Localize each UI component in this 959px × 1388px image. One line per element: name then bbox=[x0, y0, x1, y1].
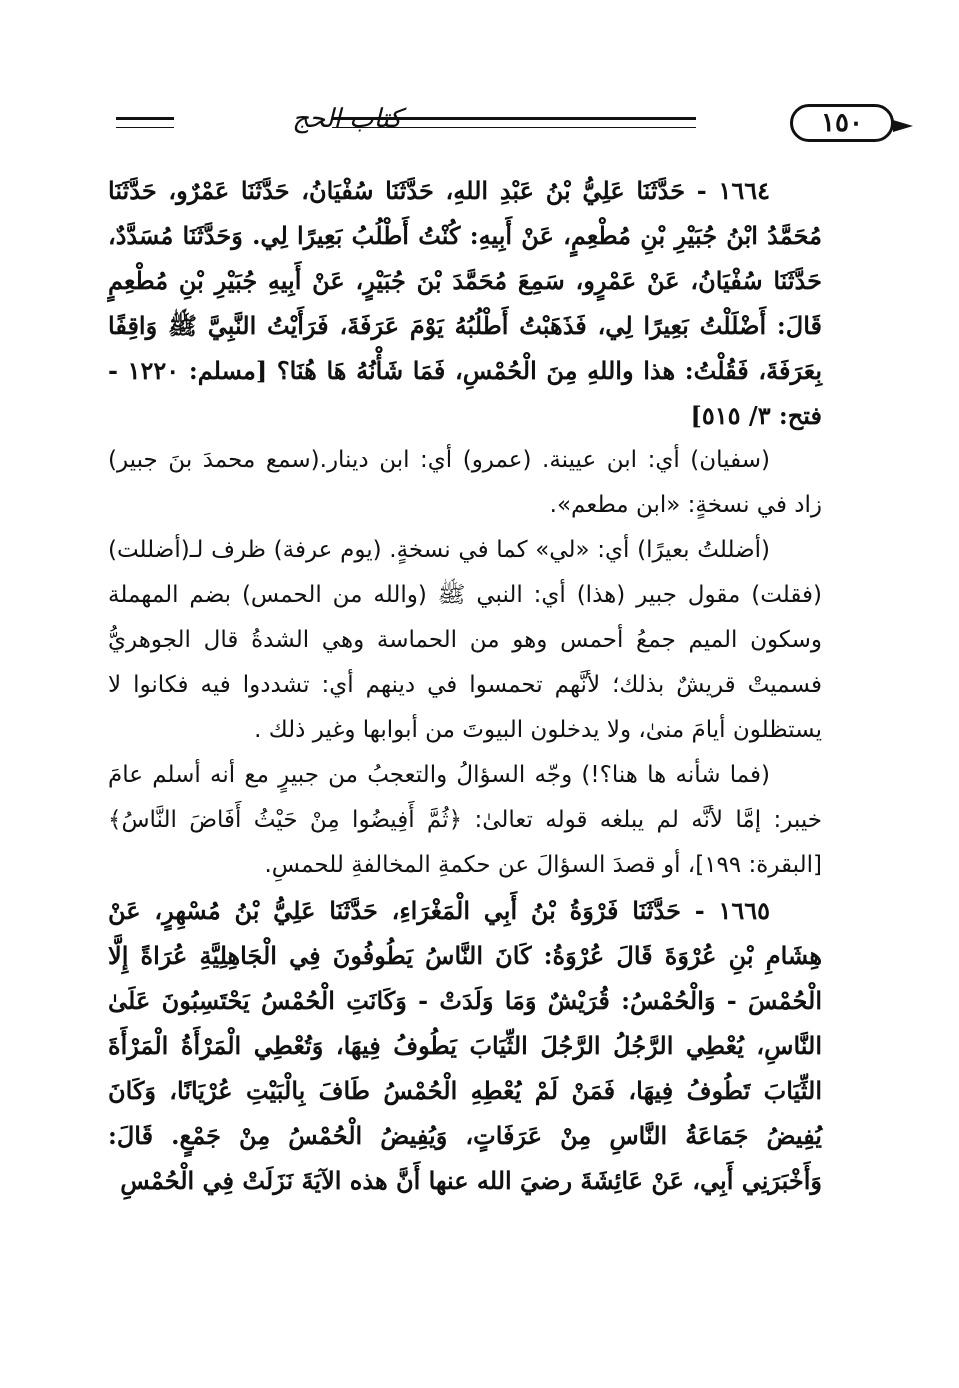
commentary-fama-shanuhu: (فما شأنه ها هنا؟!) وجّه السؤالُ والتعجبُ من جبيرٍ مع أنه أسلم عامَ خيبر: إمَّا لأنَّه لم يبلغه قوله تعالىٰ: ﴿ثُمَّ أَفِيضُوا مِنْ حَيْثُ أَفَاضَ النَّاسُ﴾ [البقرة: ١٩٩]، أو قصدَ السؤالَ عن حكمةِ المخالفةِ للحمسِ. bbox=[108, 762, 822, 878]
header-rule-left-top bbox=[116, 117, 174, 120]
running-title: كتاب الحج bbox=[276, 104, 418, 134]
hadith-1665: ١٦٦٥ - حَدَّثَنَا فَرْوَةُ بْنُ أَبِي الْمَغْرَاءِ، حَدَّثَنَا عَلِيُّ بْنُ مُسْهِرٍ، عَنْ هِشَامِ بْنِ عُرْوَةَ قَالَ عُرْوَةُ: كَانَ النَّاسُ يَطُوفُونَ فِي الْجَاهِلِيَّةِ عُرَاةً إِلَّا الْحُمْسَ - وَالْحُمْسُ: قُرَيْشٌ وَمَا وَلَدَتْ - وَكَانَتِ الْحُمْسُ يَحْتَسِبُونَ عَلَىٰ النَّاسِ، يُعْطِي الرَّجُلُ الرَّجُلَ الثِّيَابَ يَطُوفُ فِيهَا، وَتُعْطِي الْمَرْأَةُ الْمَرْأَةَ الثِّيَابَ تَطُوفُ فِيهَا، فَمَنْ لَمْ يُعْطِهِ الْحُمْسُ طَافَ بِالْبَيْتِ عُرْيَانًا، وَكَانَ يُفِيضُ جَمَاعَةُ النَّاسِ مِنْ عَرَفَاتٍ، وَيُفِيضُ الْحُمْسُ مِنْ جَمْعٍ. قَالَ: وَأَخْبَرَنِي أَبِي، عَنْ عَائِشَةَ رضيَ الله عنها أَنَّ هذه الآيَةَ نَزَلَتْ فِي الْحُمْسِ bbox=[108, 896, 822, 1195]
commentary-sufyan: (سفيان) أي: ابن عيينة. (عمرو) أي: ابن دينار.(سمع محمدَ بنَ جبير) زاد في نسخةٍ: «ابن مطعم». bbox=[108, 447, 822, 518]
commentary-adlaltu: (أضللتُ بعيرًا) أي: «لي» كما في نسخةٍ. (يوم عرفة) ظرف لـ(أضللت) (فقلت) مقول جبير (هذا) أي: النبي ﷺ (والله من الحمس) بضم المهملة وسكون الميم جمعُ أحمس وهو من الحماسة وهي الشدةُ قال الجوهريُّ فسميتْ قريشٌ بذلك؛ لأنَّهم تحمسوا في دينهم أي: تشددوا فيه فكانوا لا يستظلون أيامَ منىٰ، ولا يدخلون البيوتَ من أبوابها وغير ذلك . bbox=[108, 537, 822, 743]
page-number-badge: ١٥٠ bbox=[790, 104, 894, 142]
header-rule-middle-bottom bbox=[332, 127, 696, 128]
page-header bbox=[100, 98, 863, 150]
page-body bbox=[108, 168, 822, 1203]
header-rule-left-bottom bbox=[116, 127, 174, 128]
header-rule-middle-top bbox=[332, 117, 696, 120]
hadith-1664: ١٦٦٤ - حَدَّثَنَا عَلِيُّ بْنُ عَبْدِ اللهِ، حَدَّثَنَا سُفْيَانُ، حَدَّثَنَا عَمْرٌو، حَدَّثَنَا مُحَمَّدُ ابْنُ جُبَيْرِ بْنِ مُطْعِمٍ، عَنْ أَبِيهِ: كُنْتُ أَطْلُبُ بَعِيرًا لِي. وَحَدَّثَنَا مُسَدَّدٌ، حَدَّثَنَا سُفْيَانُ، عَنْ عَمْرٍو، سَمِعَ مُحَمَّدَ بْنَ جُبَيْرٍ، عَنْ أَبِيهِ جُبَيْرِ بْنِ مُطْعِمٍ قَالَ: أَضْلَلْتُ بَعِيرًا لِي، فَذَهَبْتُ أَطْلُبُهُ يَوْمَ عَرَفَةَ، فَرَأَيْتُ النَّبِيَّ ﷺ وَاقِفًا بِعَرَفَةَ، فَقُلْتُ: هذا واللهِ مِنَ الْحُمْسِ، فَمَا شَأْنُهُ هَا هُنَا؟ [مسلم: ١٢٢٠ - فتح: ٣/ ٥١٥] bbox=[108, 176, 822, 430]
